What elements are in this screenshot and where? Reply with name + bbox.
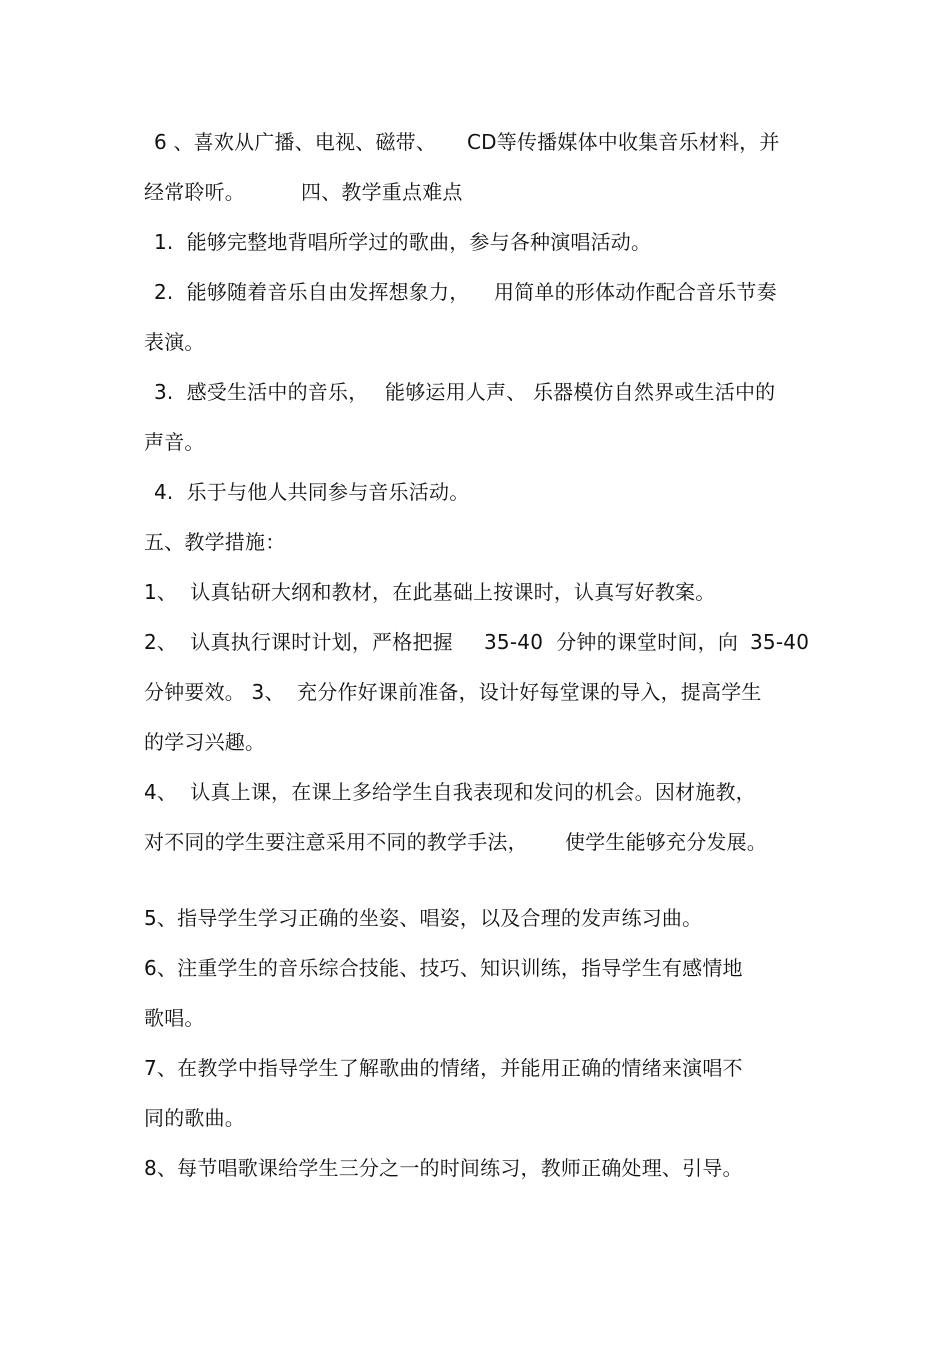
text-segment: 2. 能够随着音乐自由发挥想象力， [154,280,470,304]
text-segment: 表演。 [144,330,205,354]
text-segment: 8、每节唱歌课给学生三分之一的时间练习，教师正确处理、引导。 [144,1156,743,1180]
text-segment: 6 、喜欢从广播、电视、磁带、 [154,130,437,154]
text-segment: 分钟要效。 3、 [144,680,285,704]
text-segment: 使学生能够充分发展。 [565,830,767,854]
text-segment: 7、在教学中指导学生了解歌曲的情绪，并能用正确的情绪来演唱不 [144,1056,743,1080]
text-segment: 1. 能够完整地背唱所学过的歌曲，参与各种演唱活动。 [154,230,652,254]
text-segment: 35-40 分钟的课堂时间，向 [484,630,739,654]
text-segment: 35-40 [750,630,810,654]
text-segment: 声音。 [144,430,205,454]
text-segment: 的学习兴趣。 [144,730,266,754]
text-segment: 对不同的学生要注意采用不同的教学手法， [144,830,528,854]
text-segment: 4、 认真上课，在课上多给学生自我表现和发问的机会。因材施教， [144,780,756,804]
text-segment: 用简单的形体动作配合音乐节奏 [494,280,777,304]
text-segment: 5、指导学生学习正确的坐姿、唱姿，以及合理的发声练习曲。 [144,906,703,930]
section-heading: 五、教学措施： [144,530,286,554]
text-segment: CD等传播媒体中收集音乐材料，并 [467,130,780,154]
text-segment: 同的歌曲。 [144,1106,245,1130]
text-segment: 充分作好课前准备，设计好每堂课的导入，提高学生 [297,680,762,704]
text-segment: 能够运用人声、 乐器模仿自然界或生活中的 [385,380,776,404]
text-segment: 1、 认真钻研大纲和教材，在此基础上按课时，认真写好教案。 [144,580,716,604]
text-segment: 4. 乐于与他人共同参与音乐活动。 [154,480,470,504]
section-heading: 四、教学重点难点 [301,180,463,204]
text-segment: 经常聆听。 [144,180,245,204]
text-segment: 6、注重学生的音乐综合技能、技巧、知识训练，指导学生有感情地 [144,956,743,980]
text-line [144,1155,743,1233]
text-segment: 2、 认真执行课时计划，严格把握 [144,630,453,654]
text-segment: 歌唱。 [144,1006,205,1030]
text-segment: 3. 感受生活中的音乐， [154,380,369,404]
